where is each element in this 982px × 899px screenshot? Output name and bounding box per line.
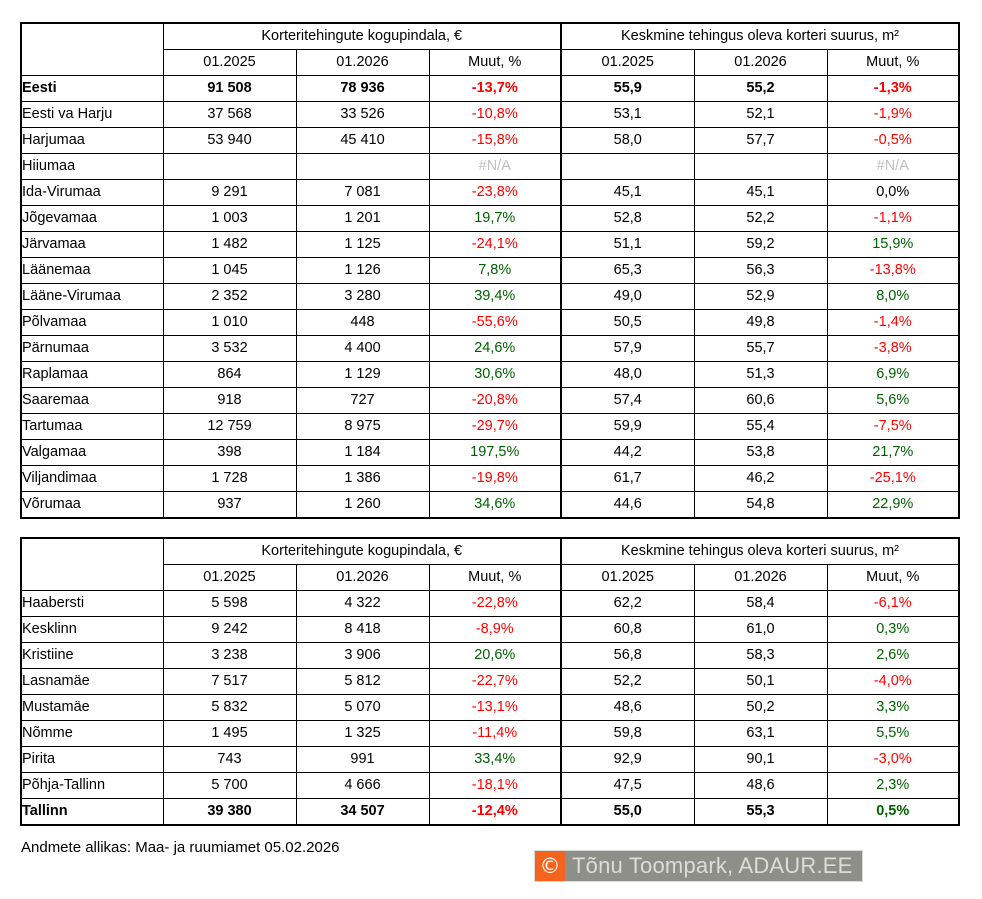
- cell-size-2025: 52,8: [561, 206, 694, 232]
- cell-area-change: -13,1%: [429, 695, 561, 721]
- cell-size-2025: 61,7: [561, 466, 694, 492]
- table-row: [21, 76, 959, 102]
- table-row: [21, 669, 959, 695]
- cell-size-2026: 59,2: [694, 232, 827, 258]
- table-row: [21, 232, 959, 258]
- districts-table-container: [20, 537, 960, 826]
- cell-size-change: 2,3%: [827, 773, 959, 799]
- cell-size-2025: 55,0: [561, 799, 694, 826]
- cell-area-2025: 9 242: [163, 617, 296, 643]
- table-row: [21, 695, 959, 721]
- cell-area-2026: 8 975: [296, 414, 429, 440]
- cell-area-2026: 34 507: [296, 799, 429, 826]
- cell-area-2025: 39 380: [163, 799, 296, 826]
- table-row: [21, 414, 959, 440]
- cell-size-2025: 53,1: [561, 102, 694, 128]
- row-label: Hiiumaa: [21, 154, 163, 180]
- cell-area-change: 34,6%: [429, 492, 561, 519]
- row-label: Ida-Virumaa: [21, 180, 163, 206]
- cell-size-2026: 60,6: [694, 388, 827, 414]
- cell-area-2026: 3 280: [296, 284, 429, 310]
- cell-area-2025: 37 568: [163, 102, 296, 128]
- row-label: Raplamaa: [21, 362, 163, 388]
- cell-size-2026: 55,2: [694, 76, 827, 102]
- cell-area-2026: 1 126: [296, 258, 429, 284]
- cell-area-2025: 1 482: [163, 232, 296, 258]
- cell-area-2025: 5 700: [163, 773, 296, 799]
- cell-area-2026: 1 386: [296, 466, 429, 492]
- cell-size-2025: 56,8: [561, 643, 694, 669]
- table-row: [21, 362, 959, 388]
- cell-area-2026: 33 526: [296, 102, 429, 128]
- table-row: [21, 310, 959, 336]
- cell-size-2026: 52,9: [694, 284, 827, 310]
- cell-size-2025: [561, 154, 694, 180]
- cell-area-change: -22,8%: [429, 591, 561, 617]
- table-row: [21, 747, 959, 773]
- row-label: Tallinn: [21, 799, 163, 826]
- cell-area-2025: 5 832: [163, 695, 296, 721]
- cell-area-2025: 7 517: [163, 669, 296, 695]
- cell-area-change: 30,6%: [429, 362, 561, 388]
- cell-area-2026: 7 081: [296, 180, 429, 206]
- cell-area-2025: 937: [163, 492, 296, 519]
- cell-size-2026: 51,3: [694, 362, 827, 388]
- cell-area-2025: 743: [163, 747, 296, 773]
- counties-table-header: [21, 23, 959, 76]
- cell-size-change: -0,5%: [827, 128, 959, 154]
- row-label: Haabersti: [21, 591, 163, 617]
- row-label: Lasnamäe: [21, 669, 163, 695]
- cell-size-2025: 55,9: [561, 76, 694, 102]
- cell-size-change: -3,0%: [827, 747, 959, 773]
- cell-area-2026: 727: [296, 388, 429, 414]
- cell-size-change: 3,3%: [827, 695, 959, 721]
- row-label: Pärnumaa: [21, 336, 163, 362]
- cell-area-change: 24,6%: [429, 336, 561, 362]
- cell-size-change: 21,7%: [827, 440, 959, 466]
- cell-area-change: 39,4%: [429, 284, 561, 310]
- cell-size-2025: 48,6: [561, 695, 694, 721]
- cell-area-2025: 2 352: [163, 284, 296, 310]
- cell-size-2026: 46,2: [694, 466, 827, 492]
- cell-area-change: -13,7%: [429, 76, 561, 102]
- table-row: [21, 591, 959, 617]
- cell-size-2026: 58,4: [694, 591, 827, 617]
- cell-size-2025: 65,3: [561, 258, 694, 284]
- row-label: Põlvamaa: [21, 310, 163, 336]
- corner-cell: [21, 538, 163, 591]
- cell-size-2025: 92,9: [561, 747, 694, 773]
- sub-header-size-2026: 01.2026: [694, 50, 827, 76]
- cell-area-2026: 4 400: [296, 336, 429, 362]
- table-row: [21, 258, 959, 284]
- cell-size-change: -25,1%: [827, 466, 959, 492]
- sub-header-size-change: Muut, %: [827, 50, 959, 76]
- sub-header-area-2025: 01.2025: [163, 50, 296, 76]
- cell-area-2026: [296, 154, 429, 180]
- cell-size-2026: 55,4: [694, 414, 827, 440]
- cell-size-change: 5,6%: [827, 388, 959, 414]
- cell-area-change: -15,8%: [429, 128, 561, 154]
- cell-size-2026: 50,2: [694, 695, 827, 721]
- cell-area-change: -55,6%: [429, 310, 561, 336]
- table-row: [21, 102, 959, 128]
- group-header-row: [21, 538, 959, 565]
- cell-area-change: #N/A: [429, 154, 561, 180]
- cell-area-change: -20,8%: [429, 388, 561, 414]
- cell-area-change: 197,5%: [429, 440, 561, 466]
- cell-area-2026: 1 325: [296, 721, 429, 747]
- cell-area-2025: 91 508: [163, 76, 296, 102]
- table-row: [21, 643, 959, 669]
- row-label: Põhja-Tallinn: [21, 773, 163, 799]
- sub-header-area-change: Muut, %: [429, 50, 561, 76]
- cell-size-2026: 53,8: [694, 440, 827, 466]
- sub-header-size-2025: 01.2025: [561, 50, 694, 76]
- cell-size-change: -1,9%: [827, 102, 959, 128]
- table-row: [21, 799, 959, 826]
- cell-size-change: 15,9%: [827, 232, 959, 258]
- corner-cell: [21, 23, 163, 76]
- cell-size-change: 0,0%: [827, 180, 959, 206]
- cell-area-2025: 1 728: [163, 466, 296, 492]
- districts-table-body: [21, 591, 959, 826]
- cell-size-2025: 52,2: [561, 669, 694, 695]
- cell-area-2025: 3 532: [163, 336, 296, 362]
- cell-size-2026: 57,7: [694, 128, 827, 154]
- cell-area-2025: 53 940: [163, 128, 296, 154]
- cell-size-change: 5,5%: [827, 721, 959, 747]
- counties-table-container: [20, 22, 960, 519]
- districts-table-header: [21, 538, 959, 591]
- cell-size-2026: 45,1: [694, 180, 827, 206]
- cell-size-2025: 47,5: [561, 773, 694, 799]
- cell-size-2026: 49,8: [694, 310, 827, 336]
- cell-area-2025: 1 045: [163, 258, 296, 284]
- cell-area-2026: 78 936: [296, 76, 429, 102]
- cell-size-2025: 44,2: [561, 440, 694, 466]
- cell-size-2026: 56,3: [694, 258, 827, 284]
- cell-size-2025: 57,9: [561, 336, 694, 362]
- cell-area-2026: 1 125: [296, 232, 429, 258]
- cell-size-change: 0,3%: [827, 617, 959, 643]
- cell-size-change: -3,8%: [827, 336, 959, 362]
- cell-area-2025: 9 291: [163, 180, 296, 206]
- row-label: Harjumaa: [21, 128, 163, 154]
- table-row: [21, 466, 959, 492]
- cell-size-change: 22,9%: [827, 492, 959, 519]
- table-row: [21, 440, 959, 466]
- cell-area-change: -8,9%: [429, 617, 561, 643]
- cell-size-2025: 51,1: [561, 232, 694, 258]
- row-label: Valgamaa: [21, 440, 163, 466]
- counties-table: [20, 22, 960, 519]
- table-row: [21, 617, 959, 643]
- cell-area-2026: 1 184: [296, 440, 429, 466]
- table-row: [21, 206, 959, 232]
- row-label: Lääne-Virumaa: [21, 284, 163, 310]
- cell-size-change: -7,5%: [827, 414, 959, 440]
- cell-size-change: #N/A: [827, 154, 959, 180]
- cell-area-change: 19,7%: [429, 206, 561, 232]
- cell-size-2026: 52,2: [694, 206, 827, 232]
- group-header-row: [21, 23, 959, 50]
- watermark-logo: [534, 850, 863, 882]
- cell-area-2025: 864: [163, 362, 296, 388]
- cell-size-2025: 49,0: [561, 284, 694, 310]
- table-row: [21, 492, 959, 519]
- cell-size-change: -13,8%: [827, 258, 959, 284]
- cell-size-2026: 48,6: [694, 773, 827, 799]
- row-label: Pirita: [21, 747, 163, 773]
- cell-area-change: -24,1%: [429, 232, 561, 258]
- row-label: Kesklinn: [21, 617, 163, 643]
- cell-size-2025: 45,1: [561, 180, 694, 206]
- group-header-size: Keskmine tehingus oleva korteri suurus, m²: [561, 538, 959, 565]
- cell-size-2026: 52,1: [694, 102, 827, 128]
- group-header-size: Keskmine tehingus oleva korteri suurus, m²: [561, 23, 959, 50]
- cell-area-change: 20,6%: [429, 643, 561, 669]
- table-row: [21, 180, 959, 206]
- cell-size-2026: 63,1: [694, 721, 827, 747]
- cell-area-change: -11,4%: [429, 721, 561, 747]
- cell-size-2026: 55,3: [694, 799, 827, 826]
- districts-table: [20, 537, 960, 826]
- cell-area-2026: 5 070: [296, 695, 429, 721]
- table-row: [21, 388, 959, 414]
- row-label: Viljandimaa: [21, 466, 163, 492]
- row-label: Nõmme: [21, 721, 163, 747]
- group-header-area: Korteritehingute kogupindala, €: [163, 538, 561, 565]
- cell-area-change: -22,7%: [429, 669, 561, 695]
- row-label: Eesti: [21, 76, 163, 102]
- group-header-area: Korteritehingute kogupindala, €: [163, 23, 561, 50]
- cell-area-2025: 398: [163, 440, 296, 466]
- sub-header-size-2025: 01.2025: [561, 565, 694, 591]
- table-row: [21, 284, 959, 310]
- cell-size-2025: 48,0: [561, 362, 694, 388]
- cell-size-2026: 58,3: [694, 643, 827, 669]
- cell-size-2025: 44,6: [561, 492, 694, 519]
- row-label: Tartumaa: [21, 414, 163, 440]
- cell-size-change: 2,6%: [827, 643, 959, 669]
- cell-area-change: -12,4%: [429, 799, 561, 826]
- row-label: Mustamäe: [21, 695, 163, 721]
- counties-table-body: [21, 76, 959, 519]
- cell-size-change: 8,0%: [827, 284, 959, 310]
- row-label: Võrumaa: [21, 492, 163, 519]
- cell-size-2026: 55,7: [694, 336, 827, 362]
- row-label: Läänemaa: [21, 258, 163, 284]
- row-label: Kristiine: [21, 643, 163, 669]
- cell-size-change: -1,4%: [827, 310, 959, 336]
- table-row: [21, 154, 959, 180]
- cell-area-2026: 4 666: [296, 773, 429, 799]
- cell-area-2026: 45 410: [296, 128, 429, 154]
- cell-area-2026: 1 129: [296, 362, 429, 388]
- cell-area-2025: 1 495: [163, 721, 296, 747]
- cell-size-2025: 59,8: [561, 721, 694, 747]
- cell-area-2026: 1 260: [296, 492, 429, 519]
- sub-header-size-2026: 01.2026: [694, 565, 827, 591]
- cell-area-2026: 3 906: [296, 643, 429, 669]
- cell-size-2026: 61,0: [694, 617, 827, 643]
- cell-area-change: -29,7%: [429, 414, 561, 440]
- cell-size-change: 0,5%: [827, 799, 959, 826]
- cell-area-2025: 12 759: [163, 414, 296, 440]
- cell-area-2025: 1 010: [163, 310, 296, 336]
- cell-area-2026: 5 812: [296, 669, 429, 695]
- cell-size-2026: 90,1: [694, 747, 827, 773]
- cell-size-2025: 59,9: [561, 414, 694, 440]
- cell-area-change: 7,8%: [429, 258, 561, 284]
- table-row: [21, 773, 959, 799]
- cell-size-2026: 50,1: [694, 669, 827, 695]
- cell-area-change: -19,8%: [429, 466, 561, 492]
- row-label: Jõgevamaa: [21, 206, 163, 232]
- cell-area-2026: 448: [296, 310, 429, 336]
- cell-size-change: -6,1%: [827, 591, 959, 617]
- cell-size-2026: 54,8: [694, 492, 827, 519]
- table-row: [21, 128, 959, 154]
- cell-area-2025: 5 598: [163, 591, 296, 617]
- row-label: Järvamaa: [21, 232, 163, 258]
- cell-area-change: 33,4%: [429, 747, 561, 773]
- cell-area-2026: 4 322: [296, 591, 429, 617]
- cell-area-2025: [163, 154, 296, 180]
- cell-size-2025: 58,0: [561, 128, 694, 154]
- cell-size-2025: 60,8: [561, 617, 694, 643]
- cell-area-2025: 918: [163, 388, 296, 414]
- sub-header-area-2026: 01.2026: [296, 50, 429, 76]
- cell-area-2026: 8 418: [296, 617, 429, 643]
- cell-size-change: -1,3%: [827, 76, 959, 102]
- cell-area-change: -23,8%: [429, 180, 561, 206]
- cell-area-change: -10,8%: [429, 102, 561, 128]
- cell-area-2025: 3 238: [163, 643, 296, 669]
- table-row: [21, 721, 959, 747]
- watermark-logo-text: Tõnu Toompark, ADAUR.EE: [572, 853, 853, 878]
- cell-area-2025: 1 003: [163, 206, 296, 232]
- sub-header-area-change: Muut, %: [429, 565, 561, 591]
- row-label: Saaremaa: [21, 388, 163, 414]
- table-row: [21, 336, 959, 362]
- copyright-icon: ©: [535, 851, 565, 881]
- cell-size-2025: 57,4: [561, 388, 694, 414]
- cell-area-change: -18,1%: [429, 773, 561, 799]
- source-note: Andmete allikas: Maa- ja ruumiamet 05.02.2026: [21, 839, 340, 856]
- row-label: Eesti va Harju: [21, 102, 163, 128]
- cell-size-2025: 50,5: [561, 310, 694, 336]
- sub-header-area-2025: 01.2025: [163, 565, 296, 591]
- cell-size-change: -1,1%: [827, 206, 959, 232]
- sub-header-size-change: Muut, %: [827, 565, 959, 591]
- cell-size-2025: 62,2: [561, 591, 694, 617]
- cell-area-2026: 1 201: [296, 206, 429, 232]
- cell-area-2026: 991: [296, 747, 429, 773]
- cell-size-2026: [694, 154, 827, 180]
- cell-size-change: 6,9%: [827, 362, 959, 388]
- sub-header-area-2026: 01.2026: [296, 565, 429, 591]
- cell-size-change: -4,0%: [827, 669, 959, 695]
